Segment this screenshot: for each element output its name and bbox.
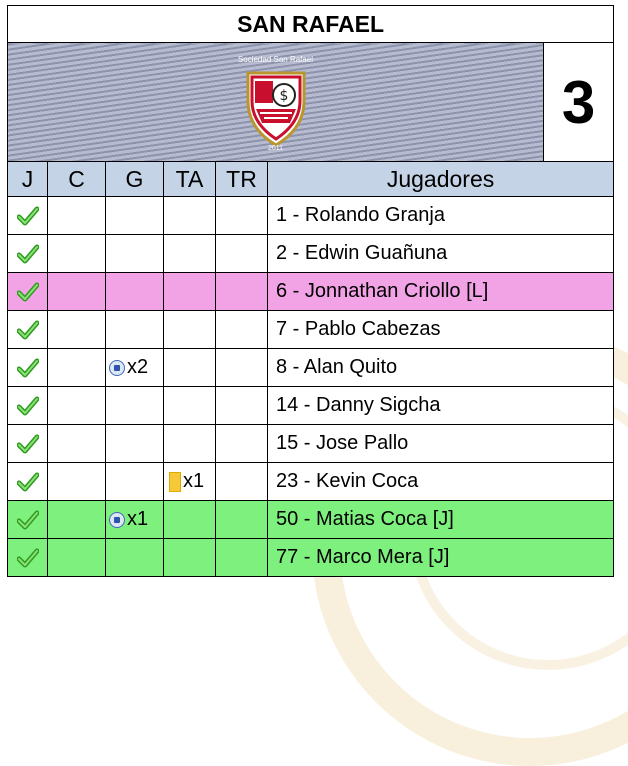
player-row (8, 387, 614, 425)
player-name: 14 - Danny Sigcha (268, 387, 614, 425)
player-row (8, 349, 614, 387)
c-cell (48, 235, 106, 273)
player-name: 23 - Kevin Coca (268, 463, 614, 501)
c-cell (48, 539, 106, 577)
player-name: 8 - Alan Quito (268, 349, 614, 387)
check-icon (17, 242, 39, 264)
yellow-card-cell (164, 539, 216, 577)
team-name: SAN RAFAEL (8, 6, 614, 43)
yellow-card-cell (164, 311, 216, 349)
check-icon (17, 356, 39, 378)
yellow-card-cell (164, 349, 216, 387)
c-cell (48, 349, 106, 387)
svg-text:$: $ (279, 88, 288, 104)
played-cell (8, 387, 48, 425)
yellow-card-cell (164, 273, 216, 311)
red-card-cell (216, 197, 268, 235)
lineup-table (7, 5, 614, 577)
player-name: 6 - Jonnathan Criollo [L] (268, 273, 614, 311)
c-cell (48, 387, 106, 425)
col-header-jugadores: Jugadores (268, 162, 614, 197)
player-row (8, 273, 614, 311)
red-card-cell (216, 235, 268, 273)
player-name: 2 - Edwin Guañuna (268, 235, 614, 273)
played-cell (8, 425, 48, 463)
player-row (8, 425, 614, 463)
goals-cell (106, 425, 164, 463)
player-name: 50 - Matias Coca [J] (268, 501, 614, 539)
yellow-card-icon (169, 472, 181, 492)
player-row (8, 539, 614, 577)
c-cell (48, 197, 106, 235)
team-score: 3 (544, 43, 614, 162)
played-cell (8, 463, 48, 501)
col-header-c: C (48, 162, 106, 197)
goals-cell (106, 349, 164, 387)
played-cell (8, 197, 48, 235)
check-icon (17, 204, 39, 226)
goals-cell (106, 387, 164, 425)
red-card-cell (216, 463, 268, 501)
red-card-cell (216, 425, 268, 463)
c-cell (48, 273, 106, 311)
soccer-ball-icon (109, 512, 125, 528)
col-header-j: J (8, 162, 48, 197)
red-card-cell (216, 539, 268, 577)
check-icon (17, 394, 39, 416)
check-icon (17, 508, 39, 530)
col-header-g: G (106, 162, 164, 197)
goals-cell (106, 463, 164, 501)
check-icon (17, 432, 39, 454)
yellow-count: x1 (183, 470, 205, 492)
check-icon (17, 318, 39, 340)
player-row (8, 311, 614, 349)
played-cell (8, 501, 48, 539)
player-name: 77 - Marco Mera [J] (268, 539, 614, 577)
played-cell (8, 235, 48, 273)
goals-cell (106, 273, 164, 311)
player-row (8, 463, 614, 501)
team-banner (8, 43, 544, 162)
c-cell (48, 501, 106, 539)
red-card-cell (216, 501, 268, 539)
played-cell (8, 273, 48, 311)
team-crest-icon (242, 67, 310, 147)
goals-count: x2 (127, 356, 149, 378)
crest-year: 2011 (267, 145, 284, 152)
played-cell (8, 311, 48, 349)
red-card-cell (216, 349, 268, 387)
player-row (8, 197, 614, 235)
red-card-cell (216, 387, 268, 425)
yellow-card-cell (164, 197, 216, 235)
yellow-card-cell (164, 235, 216, 273)
player-name: 1 - Rolando Granja (268, 197, 614, 235)
goals-cell (106, 501, 164, 539)
soccer-ball-icon (109, 360, 125, 376)
goals-count: x1 (127, 508, 149, 530)
col-header-ta: TA (164, 162, 216, 197)
goals-cell (106, 311, 164, 349)
check-icon (17, 280, 39, 302)
red-card-cell (216, 273, 268, 311)
goals-cell (106, 197, 164, 235)
yellow-card-cell (164, 463, 216, 501)
player-name: 15 - Jose Pallo (268, 425, 614, 463)
yellow-card-cell (164, 425, 216, 463)
yellow-card-cell (164, 387, 216, 425)
played-cell (8, 539, 48, 577)
col-header-tr: TR (216, 162, 268, 197)
c-cell (48, 311, 106, 349)
goals-cell (106, 539, 164, 577)
player-row (8, 235, 614, 273)
check-icon (17, 470, 39, 492)
player-row (8, 501, 614, 539)
goals-cell (106, 235, 164, 273)
player-name: 7 - Pablo Cabezas (268, 311, 614, 349)
red-card-cell (216, 311, 268, 349)
crest-caption: Sociedad San Rafael (237, 55, 314, 64)
yellow-card-cell (164, 501, 216, 539)
played-cell (8, 349, 48, 387)
check-icon (17, 546, 39, 568)
c-cell (48, 425, 106, 463)
c-cell (48, 463, 106, 501)
